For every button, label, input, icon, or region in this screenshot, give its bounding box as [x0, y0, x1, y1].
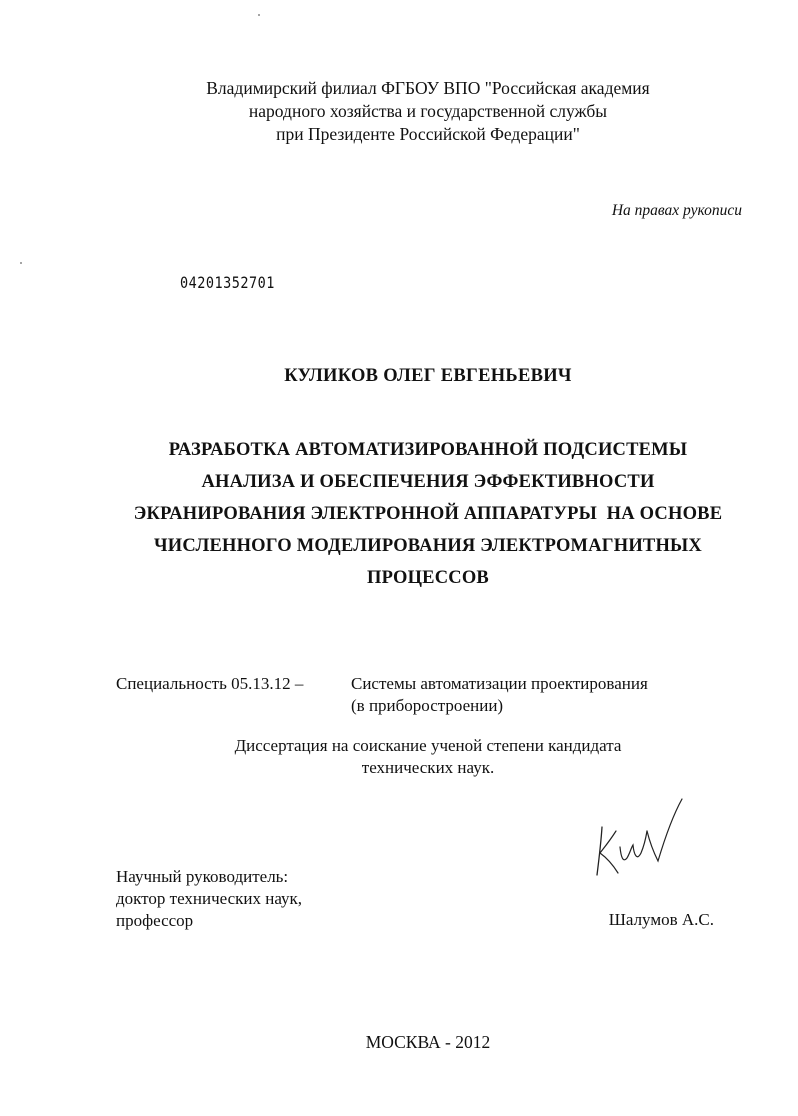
scan-speck [258, 14, 260, 16]
specialty-name-line: (в приборостроении) [351, 696, 504, 715]
dissertation-title [0, 434, 798, 594]
supervisor-block [116, 866, 302, 932]
scan-speck [20, 262, 22, 264]
title-line: ЧИСЛЕННОГО МОДЕЛИРОВАНИЯ ЭЛЕКТРОМАГНИТНЫХ [154, 536, 702, 556]
title-line: ЭКРАНИРОВАНИЯ ЭЛЕКТРОННОЙ АППАРАТУРЫ НА ОСНОВЕ [133, 504, 723, 524]
title-line: ПРОЦЕССОВ [367, 568, 489, 588]
title-line: АНАЛИЗА И ОБЕСПЕЧЕНИЯ ЭФФЕКТИВНОСТИ [201, 472, 655, 492]
city-year: МОСКВА - 2012 [365, 1032, 491, 1052]
title-line: РАЗРАБОТКА АВТОМАТИЗИРОВАННОЙ ПОДСИСТЕМЫ [168, 440, 688, 460]
supervisor-line: Научный руководитель: [116, 867, 289, 886]
handwritten-signature [592, 795, 692, 880]
specialty-name-line: Системы автоматизации проектирования [351, 674, 648, 693]
degree-line: Диссертация на соискание ученой степени кандидата [234, 736, 622, 755]
institution-header [0, 77, 798, 146]
institution-line: Владимирский филиал ФГБОУ ВПО "Российская академия [206, 78, 650, 98]
institution-line: народного хозяйства и государственной службы [248, 101, 608, 121]
degree-line: технических наук. [361, 758, 495, 777]
archive-number: 04201352701 [180, 274, 275, 293]
author-name: КУЛИКОВ ОЛЕГ ЕВГЕНЬЕВИЧ [284, 366, 572, 386]
supervisor-line: профессор [116, 911, 194, 930]
supervisor-line: доктор технических наук, [116, 889, 303, 908]
institution-line: при Президенте Российской Федерации" [276, 124, 580, 144]
dissertation-degree [0, 735, 798, 779]
supervisor-name: Шалумов А.С. [608, 910, 714, 929]
rights-note: На правах рукописи [611, 202, 742, 219]
specialty-label: Специальность 05.13.12 – [116, 674, 304, 693]
specialty-name [351, 673, 648, 717]
